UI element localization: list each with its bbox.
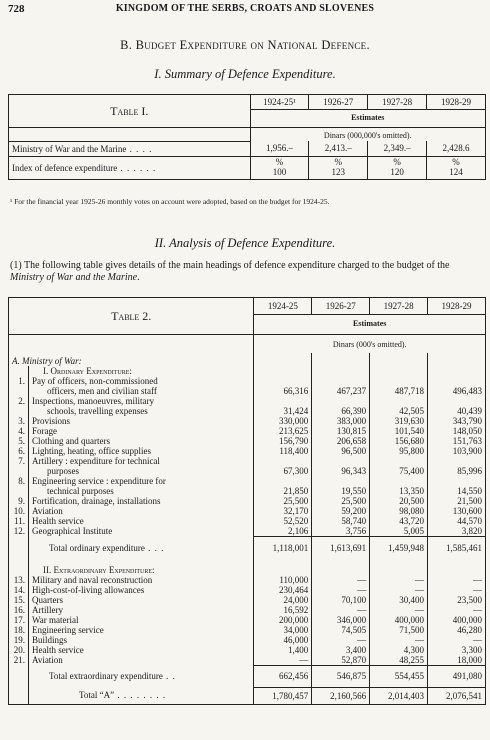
page-number: 728: [8, 3, 25, 15]
row-value: 110,000: [254, 575, 312, 585]
t1-val-1-0: 100: [250, 167, 309, 180]
t2-ord-total-0: 1,118,001: [254, 537, 312, 559]
row-number: 5.: [18, 436, 25, 446]
row-value: 118,400: [254, 446, 312, 456]
row-number: 17.: [13, 614, 25, 625]
row-value: 59,200: [312, 506, 370, 516]
row-label: Quarters: [28, 595, 253, 605]
row-value: 487,718: [370, 386, 428, 396]
running-header: [8, 3, 482, 17]
row-value: —: [370, 635, 428, 645]
row-value: 66,390: [312, 406, 370, 416]
row-number: 11.: [14, 516, 25, 526]
row-number: 6.: [18, 446, 25, 456]
row-value: 20,500: [370, 496, 428, 506]
row-value: 101,540: [370, 426, 428, 436]
row-value: 19,550: [312, 486, 370, 496]
row-value: 3,756: [312, 526, 370, 537]
row-value: 18,000: [428, 655, 486, 666]
row-value: 151,763: [428, 436, 486, 446]
t2-ministry: A. Ministry of War:: [12, 356, 82, 366]
row-value: 130,600: [428, 506, 486, 516]
row-number: 9.: [18, 496, 25, 506]
row-value: —: [428, 605, 486, 615]
row-value: —: [312, 575, 370, 585]
row-value: 4,300: [370, 645, 428, 655]
row-label: War material: [28, 615, 253, 625]
row-label: Artillery : expenditure for technical: [28, 456, 253, 466]
row-value: —: [312, 635, 370, 645]
row-number: 7.: [18, 456, 25, 466]
table-row: [9, 496, 486, 506]
t1-val-0-3: 2,428.6: [427, 141, 486, 156]
row-value: 343,790: [428, 416, 486, 426]
row-value: 103,900: [428, 446, 486, 456]
footnote: ¹ For the financial year 1925-26 monthly votes on account were adopted, based on the budget for 1924-25.: [10, 197, 330, 206]
t2-col-0: 1924-25: [254, 298, 312, 315]
running-title: KINGDOM OF THE SERBS, CROATS AND SLOVENES: [115, 3, 375, 14]
table-row: [9, 376, 486, 386]
row-value: 85,996: [428, 466, 486, 476]
t1-col-3: 1928-29: [427, 95, 486, 110]
t1-val-0-0: 1,956.–: [250, 141, 309, 156]
table-row: [9, 386, 486, 396]
row-label: Clothing and quarters: [28, 436, 253, 446]
row-label: High-cost-of-living allowances: [28, 585, 253, 595]
row-value: 71,500: [370, 625, 428, 635]
row-value: 467,237: [312, 386, 370, 396]
row-value: 66,316: [254, 386, 312, 396]
row-value: —: [428, 585, 486, 595]
row-number: 8.: [18, 476, 25, 486]
table-row: [9, 516, 486, 526]
t1-pct-2: %: [368, 156, 427, 167]
t2-grand-total-2: 2,014,403: [370, 687, 428, 705]
table-row: [9, 585, 486, 595]
row-label: Buildings: [28, 635, 253, 645]
table-row: [9, 506, 486, 516]
t2-ext-total-2: 554,455: [370, 665, 428, 687]
table-row: [9, 416, 486, 426]
row-value: 156,790: [254, 436, 312, 446]
table-row: [9, 406, 486, 416]
row-value: 5,005: [370, 526, 428, 537]
row-number: 16.: [13, 604, 25, 615]
t1-estimates: Estimates: [250, 110, 485, 128]
section-title: B. Budget Expenditure on National Defence.: [120, 38, 370, 52]
row-number: 14.: [13, 584, 25, 595]
t1-pct-1: %: [309, 156, 368, 167]
row-value: 95,800: [370, 446, 428, 456]
row-value: 52,520: [254, 516, 312, 526]
row-number: 18.: [13, 624, 25, 635]
row-number: 10.: [13, 506, 25, 516]
table-row: [9, 655, 486, 666]
row-value: 2,106: [254, 526, 312, 537]
t2-grand-total-1: 2,160,566: [312, 687, 370, 705]
part2-title: II. Analysis of Defence Expenditure.: [154, 236, 336, 250]
row-value: 383,000: [312, 416, 370, 426]
row-label: Engineering service : expenditure for: [28, 476, 253, 486]
t1-val-1-3: 124: [427, 167, 486, 180]
table-row: [9, 426, 486, 436]
row-label: Military and naval reconstruction: [28, 575, 253, 585]
t1-col-2: 1927-28: [368, 95, 427, 110]
row-label: Aviation: [28, 506, 253, 516]
ordinary-rows: [9, 376, 486, 537]
t1-unit: Dinars (000,000's omitted).: [250, 128, 485, 142]
row-value: 213,625: [254, 426, 312, 436]
row-value: 48,255: [370, 655, 428, 666]
row-value: 70,100: [312, 595, 370, 605]
row-value: 58,740: [312, 516, 370, 526]
row-value: 30,400: [370, 595, 428, 605]
t2-estimates: Estimates: [254, 315, 486, 335]
row-value: 74,505: [312, 625, 370, 635]
row-value: —: [312, 605, 370, 615]
row-value: 3,300: [428, 645, 486, 655]
row-value: 40,439: [428, 406, 486, 416]
row-value: 13,350: [370, 486, 428, 496]
table-1-label: Table I.: [9, 95, 251, 128]
table-row: [9, 446, 486, 456]
intro-text: (1) The following table gives details of the main headings of defence expenditure charged to the budget of the: [10, 260, 450, 271]
table-row: [9, 466, 486, 476]
row-number: 20.: [13, 644, 25, 655]
row-value: 31,424: [254, 406, 312, 416]
row-value: 156,680: [370, 436, 428, 446]
row-value: 230,464: [254, 585, 312, 595]
row-value: 21,850: [254, 486, 312, 496]
table-row: [9, 396, 486, 406]
row-value: 24,000: [254, 595, 312, 605]
row-label: Geographical Institute: [28, 526, 253, 537]
row-value: 3,400: [312, 645, 370, 655]
t1-val-0-2: 2,349.–: [368, 141, 427, 156]
t2-ext-total-1: 546,875: [312, 665, 370, 687]
row-value: 330,000: [254, 416, 312, 426]
table-row: [9, 526, 486, 537]
t2-ext-total-0: 662,456: [254, 665, 312, 687]
row-label: technical purposes: [28, 486, 253, 496]
row-label: Health service: [28, 516, 253, 526]
t1-pct-0: %: [250, 156, 309, 167]
row-value: 67,300: [254, 466, 312, 476]
row-label: schools, travelling expenses: [28, 406, 253, 416]
row-value: —: [312, 585, 370, 595]
row-value: 23,500: [428, 595, 486, 605]
table-row: [9, 635, 486, 645]
row-value: 52,870: [312, 655, 370, 666]
row-value: 25,500: [312, 496, 370, 506]
t2-ord-total-2: 1,459,948: [370, 537, 428, 559]
row-value: 96,500: [312, 446, 370, 456]
t2-col-3: 1928-29: [428, 298, 486, 315]
row-value: —: [370, 585, 428, 595]
t1-val-1-2: 120: [368, 167, 427, 180]
t1-row-index: Index of defence expenditure: [12, 162, 118, 173]
intro-paragraph: [10, 260, 480, 284]
row-label: Forage: [28, 426, 253, 436]
row-value: 43,720: [370, 516, 428, 526]
row-label: Provisions: [28, 416, 253, 426]
t1-row-ministry: Ministry of War and the Marine: [12, 143, 127, 154]
part1-title: I. Summary of Defence Expenditure.: [154, 67, 336, 81]
row-number: 15.: [13, 594, 25, 605]
table-row: [9, 595, 486, 605]
row-value: —: [370, 605, 428, 615]
row-value: 3,820: [428, 526, 486, 537]
row-value: 96,343: [312, 466, 370, 476]
row-value: 130,815: [312, 426, 370, 436]
row-number: 19.: [13, 634, 25, 645]
t2-unit: Dinars (000's omitted).: [254, 335, 486, 354]
t2-grand-total-0: 1,780,457: [254, 687, 312, 705]
table-row: [9, 615, 486, 625]
row-number: 4.: [18, 426, 25, 436]
table-row: [9, 476, 486, 486]
table-1: Table I. 1924-25¹ 1926-27 1927-28 1928-29 Estimates Dinars (000,000's omitted). Ministry of War and the Marine . . . . 1,956.– 2,413.– 2,349.– 2,428.6 Index of defence expenditure . . . . . . % % % % 100 123 120 124: [8, 94, 486, 180]
table-row: [9, 575, 486, 585]
row-value: 1,400: [254, 645, 312, 655]
t2-extra-heading: II. Extraordinary Expenditure:: [28, 559, 253, 575]
t2-col-1: 1926-27: [312, 298, 370, 315]
row-label: Fortification, drainage, installations: [28, 496, 253, 506]
row-number: 13.: [13, 574, 25, 585]
row-value: 21,500: [428, 496, 486, 506]
t2-ext-total-3: 491,080: [428, 665, 486, 687]
table-2: [8, 297, 486, 705]
row-value: —: [370, 575, 428, 585]
table-row: [9, 486, 486, 496]
t1-col-1: 1926-27: [309, 95, 368, 110]
table-row: [9, 436, 486, 446]
row-value: —: [428, 575, 486, 585]
row-label: Lighting, heating, office supplies: [28, 446, 253, 456]
t1-val-0-1: 2,413.–: [309, 141, 368, 156]
row-value: 75,400: [370, 466, 428, 476]
row-value: —: [428, 635, 486, 645]
row-number: 21.: [13, 654, 25, 665]
row-value: 496,483: [428, 386, 486, 396]
table-row: [9, 645, 486, 655]
extraordinary-rows: [9, 575, 486, 666]
row-label: officers, men and civilian staff: [28, 386, 253, 396]
table-row: [9, 456, 486, 466]
table-row: [9, 625, 486, 635]
row-value: 200,000: [254, 615, 312, 625]
row-value: 44,570: [428, 516, 486, 526]
row-label: Aviation: [28, 655, 253, 666]
row-value: 206,658: [312, 436, 370, 446]
row-value: 14,550: [428, 486, 486, 496]
t2-col-2: 1927-28: [370, 298, 428, 315]
row-value: 16,592: [254, 605, 312, 615]
row-number: 12.: [13, 526, 25, 537]
row-value: 346,000: [312, 615, 370, 625]
row-label: Engineering service: [28, 625, 253, 635]
row-value: 42,505: [370, 406, 428, 416]
row-value: 46,280: [428, 625, 486, 635]
table-row: [9, 605, 486, 615]
row-label: Pay of officers, non-commissioned: [28, 376, 253, 386]
row-value: 400,000: [428, 615, 486, 625]
row-value: 34,000: [254, 625, 312, 635]
row-label: Inspections, manoeuvres, military: [28, 396, 253, 406]
intro-italic: Ministry of War and the Marine: [10, 272, 138, 283]
t1-pct-3: %: [427, 156, 486, 167]
t2-extra-total-label: Total extraordinary expenditure . .: [28, 665, 253, 687]
row-number: 2.: [18, 396, 25, 406]
row-value: 32,170: [254, 506, 312, 516]
row-label: Health service: [28, 645, 253, 655]
t2-grand-total-3: 2,076,541: [428, 687, 486, 705]
table-2-label: Table 2.: [9, 298, 254, 335]
row-value: —: [254, 655, 312, 666]
t2-grand-total-label: Total “A” . . . . . . . .: [28, 687, 253, 705]
row-value: 148,050: [428, 426, 486, 436]
row-label: Artillery: [28, 605, 253, 615]
intro-end: .: [137, 272, 140, 283]
t1-col-0: 1924-25¹: [250, 95, 309, 110]
t2-ord-total-1: 1,613,691: [312, 537, 370, 559]
t1-val-1-1: 123: [309, 167, 368, 180]
row-label: purposes: [28, 466, 253, 476]
row-value: 319,630: [370, 416, 428, 426]
row-value: 400,000: [370, 615, 428, 625]
row-number: 1.: [18, 376, 25, 386]
row-value: 25,500: [254, 496, 312, 506]
t2-ordinary-total-label: Total ordinary expenditure . . .: [28, 537, 253, 559]
row-number: 3.: [18, 416, 25, 426]
row-value: 46,000: [254, 635, 312, 645]
row-value: 98,080: [370, 506, 428, 516]
t2-ord-total-3: 1,585,461: [428, 537, 486, 559]
t2-ordinary-heading: I. Ordinary Expenditure:: [28, 366, 253, 376]
